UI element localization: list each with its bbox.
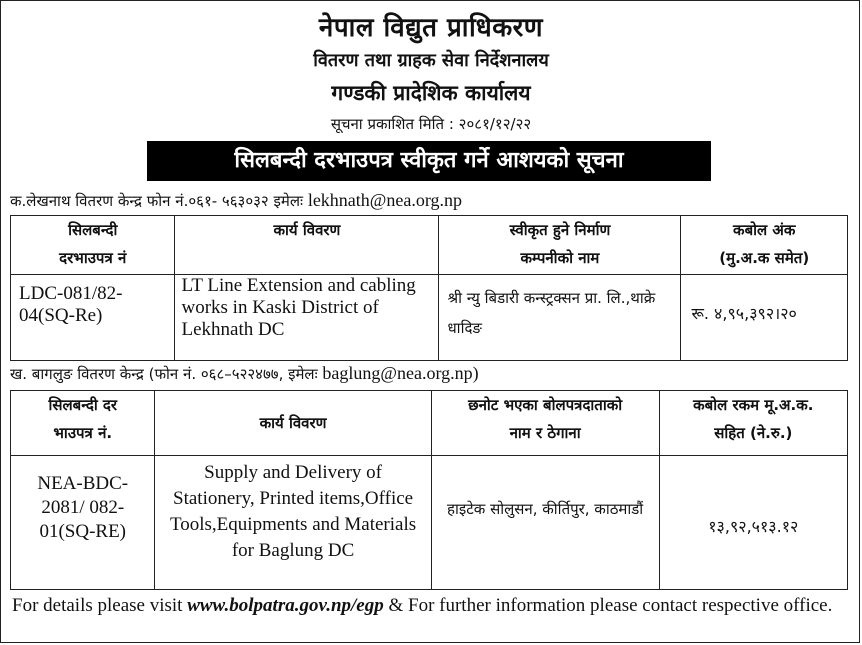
footer-note bbox=[12, 593, 852, 618]
col-description: कार्य विवरण bbox=[155, 391, 431, 456]
col-amount: कबोल अंक (मु.अ.क समेत) bbox=[681, 216, 848, 275]
section-b-label: ख. बागलुङ वितरण केन्द्र (फोन नं. ०६८–५२२४७७, इमेलः bbox=[10, 365, 318, 383]
footer-suffix: & For further information please contact respective office. bbox=[388, 595, 833, 616]
bolpatra-link[interactable]: www.bolpatra.gov.np/egp bbox=[187, 595, 384, 616]
org-title: नेपाल विद्युत प्राधिकरण bbox=[318, 13, 544, 43]
col-company: स्वीकृत हुने निर्माण कम्पनीको नाम bbox=[439, 216, 681, 275]
table-row bbox=[11, 275, 848, 361]
section-b-table bbox=[10, 390, 848, 590]
col-amount: कबोल रकम मू.अ.क. सहित (ने.रु.) bbox=[659, 391, 847, 456]
section-b-heading bbox=[10, 363, 479, 384]
company-name: श्री न्यु बिडारी कन्स्ट्रक्सन प्रा. लि.,थाक्रे धादिङ bbox=[439, 275, 681, 361]
directorate-title: वितरण तथा ग्राहक सेवा निर्देशनालय bbox=[313, 50, 549, 71]
section-a-heading bbox=[10, 190, 462, 211]
company-name: हाइटेक सोलुसन, कीर्तिपुर, काठमाडौं bbox=[431, 456, 659, 590]
table-header-row bbox=[11, 216, 848, 275]
office-title: गण्डकी प्रादेशिक कार्यालय bbox=[331, 81, 531, 105]
section-a-label: क.लेखनाथ वितरण केन्द्र फोन नं.०६१- ५६३०३२ इमेलः bbox=[10, 192, 304, 210]
section-a-table bbox=[10, 215, 848, 361]
work-description: LT Line Extension and cabling works in Kaski District of Lekhnath DC bbox=[175, 275, 439, 361]
col-company: छनोट भएका बोलपत्रदाताको नाम र ठेगाना bbox=[431, 391, 659, 456]
bid-amount: १३,९२,५१३.१२ bbox=[659, 456, 847, 590]
col-bid-no: सिलबन्दी दरभाउपत्र नं bbox=[11, 216, 175, 275]
table-header-row bbox=[11, 391, 848, 456]
col-bid-no: सिलबन्दी दर भाउपत्र नं. bbox=[11, 391, 155, 456]
notice-banner: सिलबन्दी दरभाउपत्र स्वीकृत गर्ने आशयको सूचना bbox=[147, 141, 711, 181]
publish-date: सूचना प्रकाशित मिति : २०८१/१२/२२ bbox=[330, 115, 532, 133]
section-a-email[interactable]: lekhnath@nea.org.np bbox=[307, 190, 463, 210]
col-description: कार्य विवरण bbox=[175, 216, 439, 275]
section-b-email[interactable]: baglung@nea.org.np) bbox=[322, 363, 479, 383]
footer-prefix: For details please visit bbox=[12, 595, 183, 616]
bid-amount: रू. ४,९५,३९२।२० bbox=[681, 275, 848, 361]
work-description: Supply and Delivery of Stationery, Printed items,Office Tools,Equipments and Materials for Baglung DC bbox=[155, 456, 431, 590]
table-row bbox=[11, 456, 848, 590]
bid-number: LDC-081/82-04(SQ-Re) bbox=[11, 275, 175, 361]
bid-number: NEA-BDC-2081/ 082-01(SQ-RE) bbox=[11, 456, 155, 590]
